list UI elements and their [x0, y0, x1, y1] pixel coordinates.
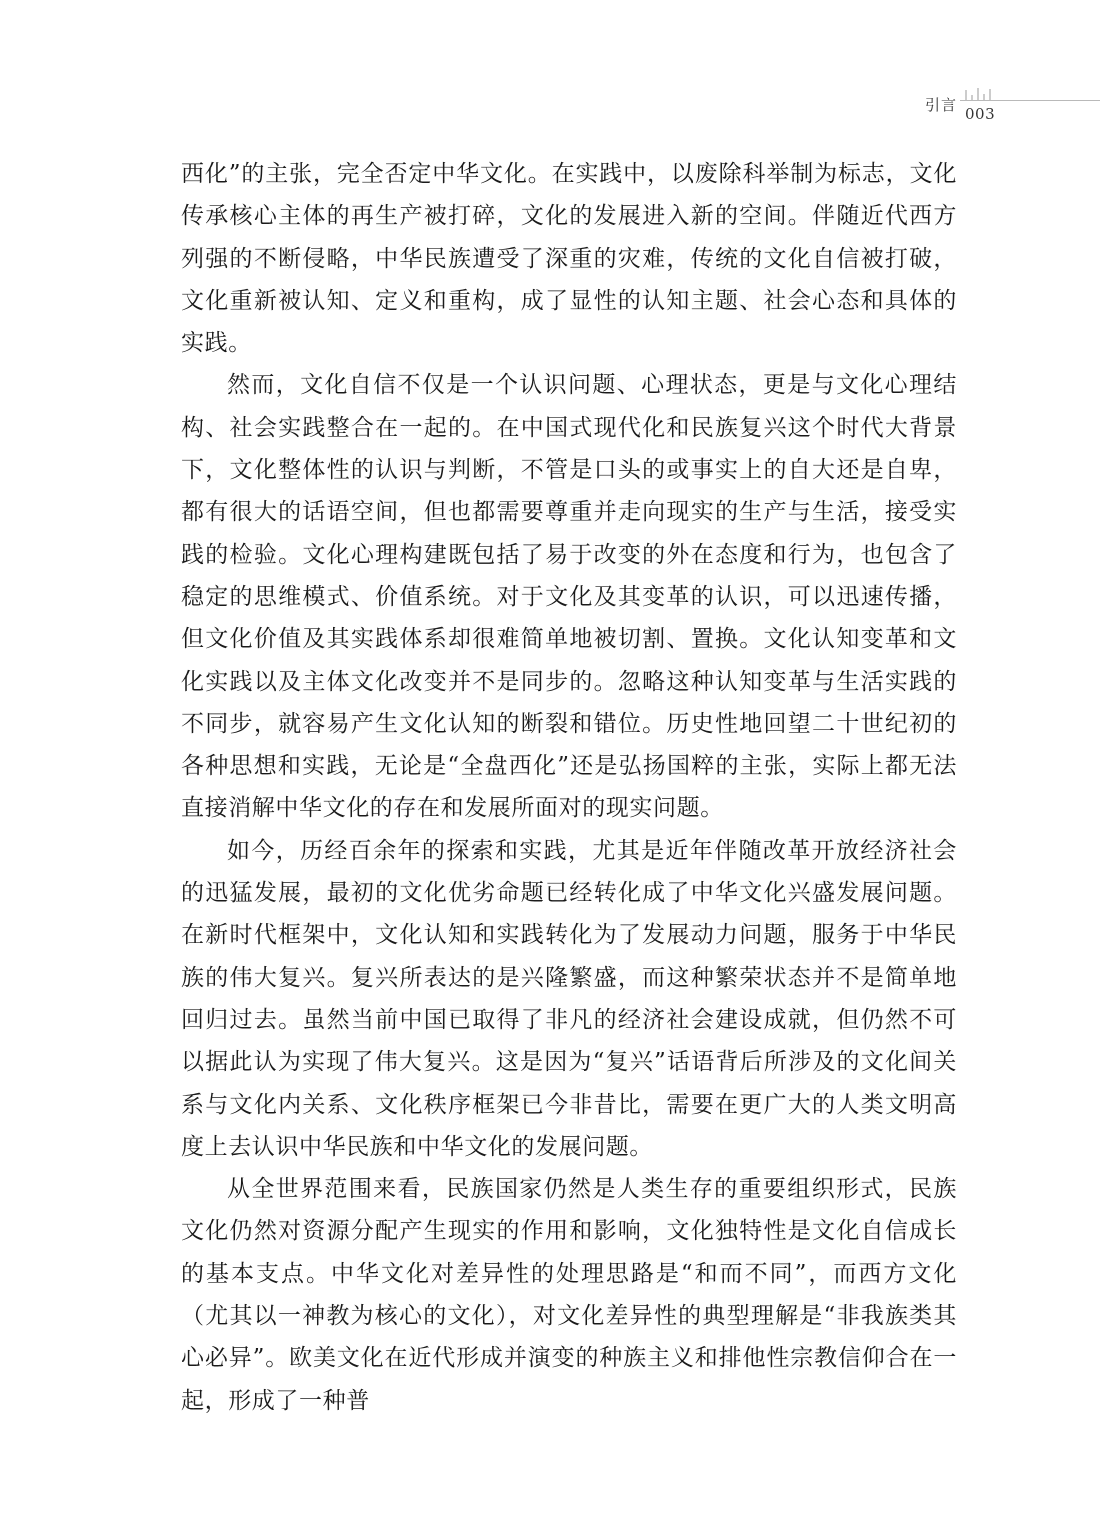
paragraph: 从全世界范围来看，民族国家仍然是人类生存的重要组织形式，民族文化仍然对资源分配产生现实的作用和影响，文化独特性是文化自信成长的基本支点。中华文化对差异性的处理思路是“和而不同”，而西方文化（尤其以一神教为核心的文化），对文化差异性的典型理解是“非我族类其心必异”。欧美文化在近代形成并演变的种族主义和排他性宗教信仰合在一起，形成了一种普: [181, 1176, 957, 1414]
body-text: [181, 153, 957, 1422]
paragraph: 然而，文化自信不仅是一个认识问题、心理状态，更是与文化心理结构、社会实践整合在一起的。在中国式现代化和民族复兴这个时代大背景下，文化整体性的认识与判断，不管是口头的或事实上的自大还是自卑，都有很大的话语空间，但也都需要尊重并走向现实的生产与生活，接受实践的检验。文化心理构建既包括了易于改变的外在态度和行为，也包含了稳定的思维模式、价值系统。对于文化及其变革的认识，可以迅速传播，但文化价值及其实践体系却很难简单地被切割、置换。文化认知变革和文化实践以及主体文化改变并不是同步的。忽略这种认知变革与生活实践的不同步，就容易产生文化认知的断裂和错位。历史性地回望二十世纪初的各种思想和实践，无论是“全盘西化”还是弘扬国粹的主张，实际上都无法直接消解中华文化的存在和发展所面对的现实问题。: [181, 372, 957, 822]
header-tick-marks-icon: [965, 86, 999, 100]
page-number: 003: [965, 105, 996, 123]
paragraph: 西化”的主张，完全否定中华文化。在实践中，以废除科举制为标志，文化传承核心主体的再生产被打碎，文化的发展进入新的空间。伴随近代西方列强的不断侵略，中华民族遭受了深重的灾难，传统的文化自信被打破，文化重新被认知、定义和重构，成了显性的认知主题、社会心态和具体的实践。: [181, 161, 957, 357]
header-rule: [960, 100, 1100, 101]
paragraph: 如今，历经百余年的探索和实践，尤其是近年伴随改革开放经济社会的迅猛发展，最初的文化优劣命题已经转化成了中华文化兴盛发展问题。在新时代框架中，文化认知和实践转化为了发展动力问题，服务于中华民族的伟大复兴。复兴所表达的是兴隆繁盛，而这种繁荣状态并不是简单地回归过去。虽然当前中国已取得了非凡的经济社会建设成就，但仍然不可以据此认为实现了伟大复兴。这是因为“复兴”话语背后所涉及的文化间关系与文化内关系、文化秩序框架已今非昔比，需要在更广大的人类文明高度上去认识中华民族和中华文化的发展问题。: [181, 837, 957, 1160]
section-name: 引言: [925, 96, 958, 114]
running-header: [0, 84, 1100, 134]
